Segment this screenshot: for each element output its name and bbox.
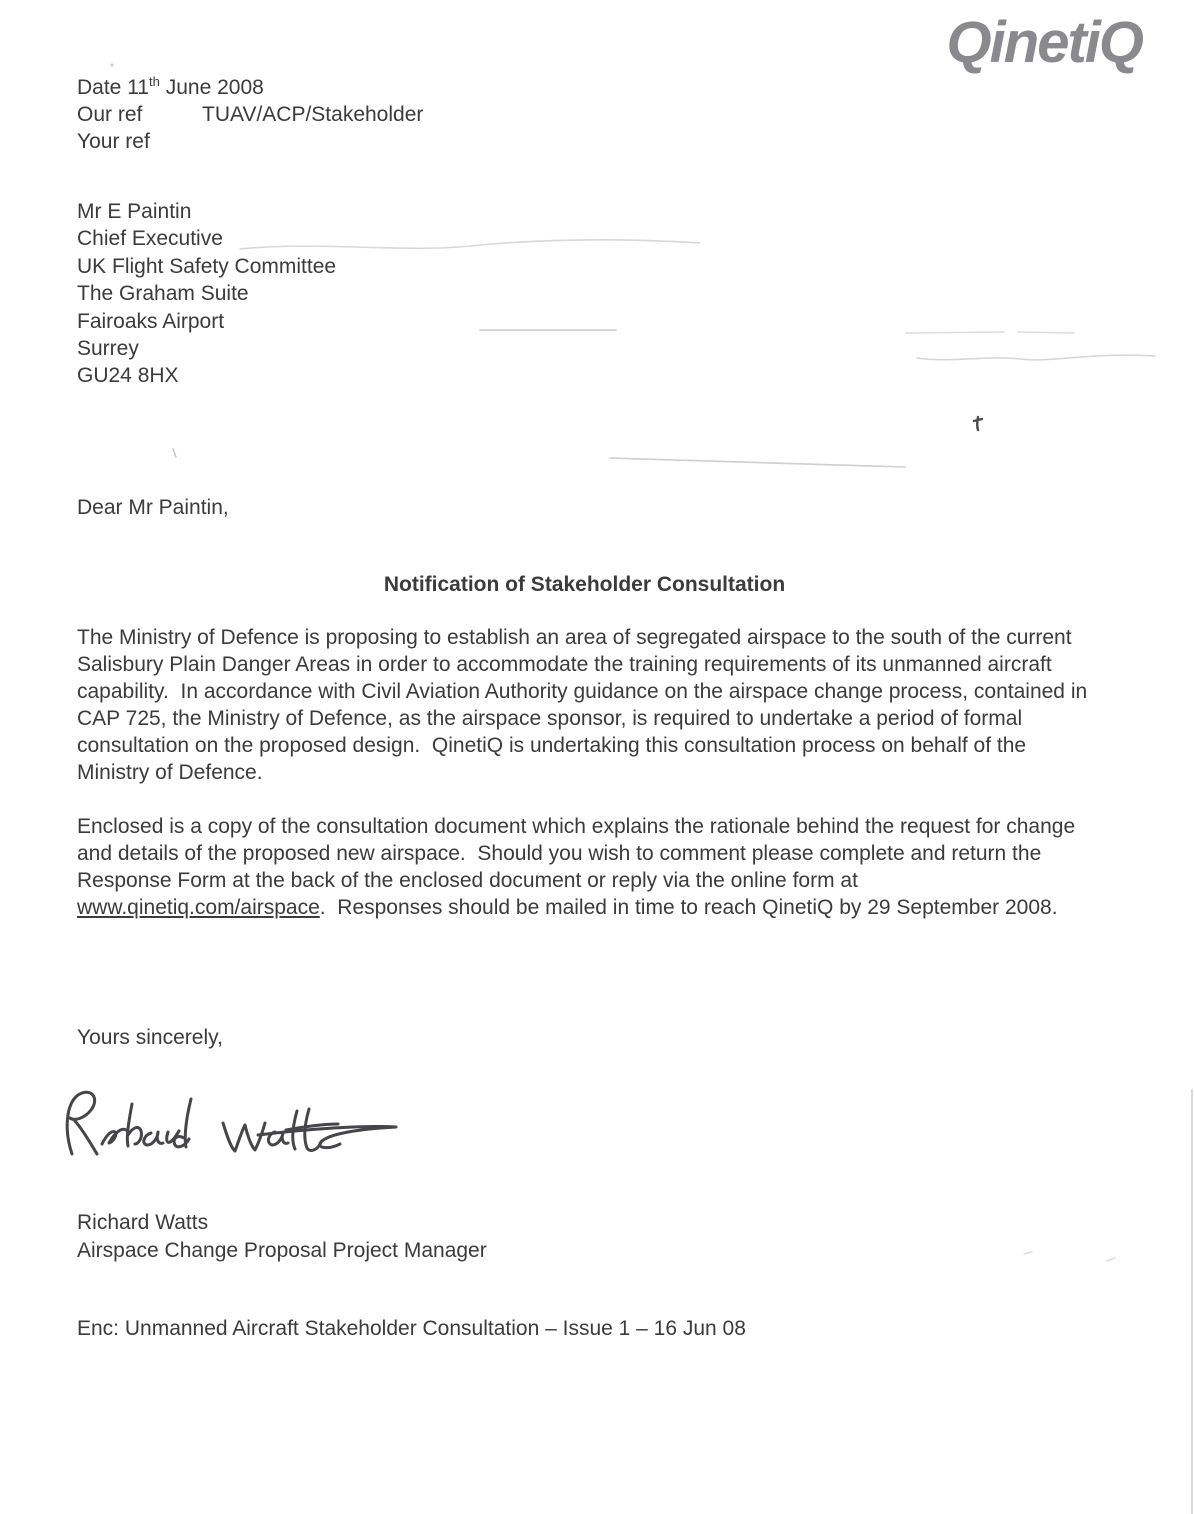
date-ordinal: th — [149, 74, 160, 89]
signatory-name: Richard Watts — [77, 1211, 209, 1234]
your-ref-label: Your ref — [77, 130, 150, 153]
paragraph-2-text-before: Enclosed is a copy of the consultation document which explains the rationale behind the request for change and details of the proposed new airspace. Should you wish to comment please complete and return the Response Form at the back of the enclosed document or reply via the online form at — [77, 815, 1081, 892]
qinetiq-logo: QinetiQ — [946, 10, 1142, 75]
date-rest: June 2008 — [165, 76, 264, 99]
recipient-organisation: UK Flight Safety Committee — [77, 254, 337, 278]
recipient-title: Chief Executive — [77, 227, 223, 251]
our-ref-label: Our ref — [77, 103, 143, 126]
signatory-block — [77, 1209, 487, 1265]
our-ref-value: TUAV/ACP/Stakeholder — [202, 103, 424, 126]
closing-phrase: Yours sincerely, — [77, 1026, 223, 1049]
signatory-title: Airspace Change Proposal Project Manager — [77, 1239, 487, 1262]
reference-block — [77, 74, 423, 155]
salutation: Dear Mr Paintin, — [77, 496, 229, 519]
date-line — [77, 74, 423, 101]
recipient-county: Surrey — [77, 337, 139, 361]
enclosure-line: Enc: Unmanned Aircraft Stakeholder Consultation – Issue 1 – 16 Jun 08 — [77, 1317, 746, 1340]
our-ref-line — [77, 101, 423, 128]
signature-handwriting — [58, 1078, 403, 1178]
date-label: Date — [77, 76, 122, 99]
paragraph-2 — [77, 813, 1092, 921]
recipient-postcode: GU24 8HX — [77, 364, 179, 388]
recipient-name: Mr E Paintin — [77, 200, 192, 223]
date-number: 11 — [127, 76, 150, 99]
your-ref-line — [77, 128, 423, 155]
recipient-address — [77, 198, 336, 390]
recipient-building: The Graham Suite — [77, 282, 249, 306]
airspace-url: www.qinetiq.com/airspace — [77, 896, 320, 919]
recipient-location: Fairoaks Airport — [77, 309, 225, 333]
paragraph-2-text-after: . Responses should be mailed in time to reach QinetiQ by 29 September 2008. — [319, 896, 1058, 919]
subject-heading: Notification of Stakeholder Consultation — [383, 573, 786, 596]
paragraph-1: The Ministry of Defence is proposing to establish an area of segregated airspace to the south of the current Salisbury Plain Danger Areas in order to accommodate the training requirements of its unmanned aircraft capability. In accordance with Civil Aviation Authority guidance on the airspace change process, contained in CAP 725, the Ministry of Defence, as the airspace sponsor, is required to undertake a period of formal consultation on the proposed design. QinetiQ is undertaking this consultation process on behalf of the Ministry of Defence. — [77, 626, 1094, 784]
